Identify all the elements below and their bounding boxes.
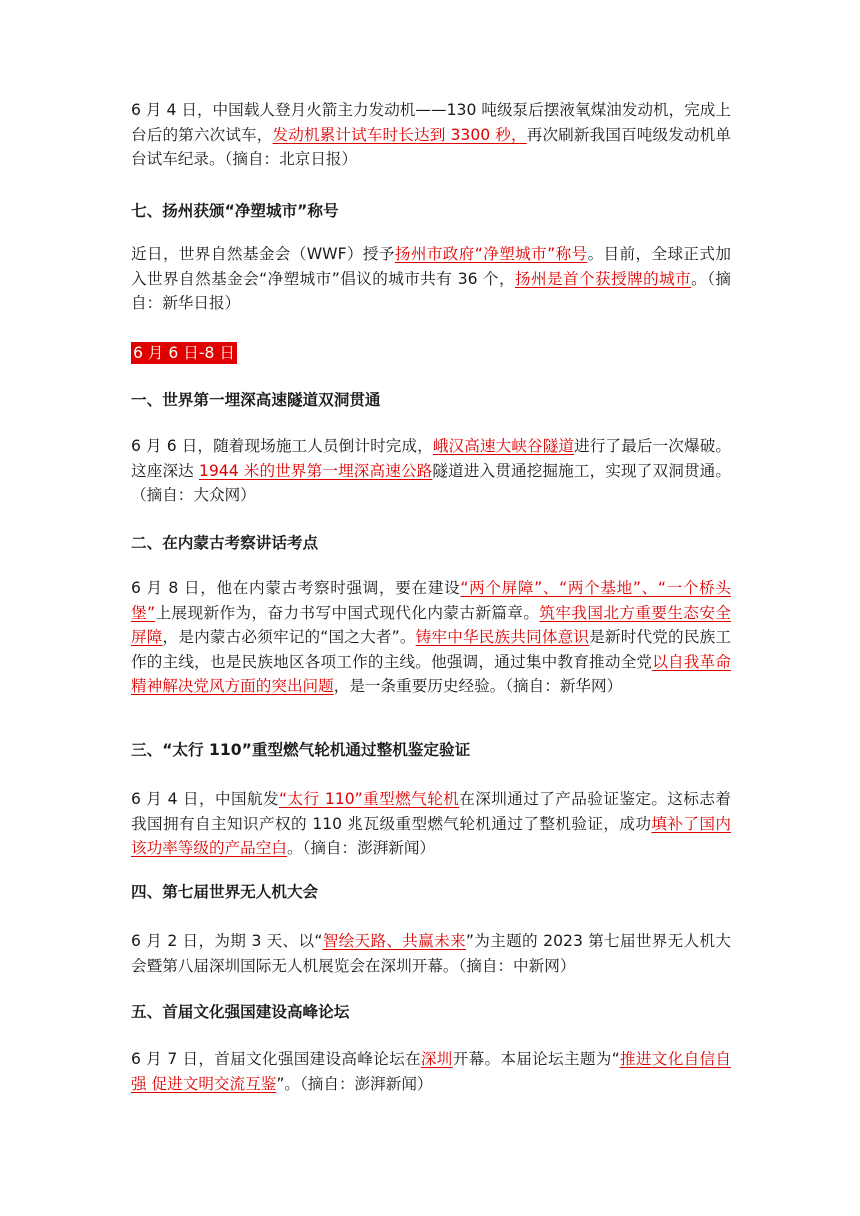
highlighted-text: “太行 110”重型燃气轮机: [279, 790, 460, 808]
paragraph-yangzhou: [131, 242, 731, 316]
body-text: ”。（摘自：澎湃新闻）: [276, 1074, 433, 1093]
highlighted-text: 智绘天路、共赢未来: [322, 932, 466, 950]
paragraph-tunnel: [131, 434, 731, 508]
body-text: 隧道进入贯通挖掘施工，实现了双洞贯通。（摘自：大众网）: [131, 461, 731, 504]
highlighted-text: 筑牢我国北方重要生态安全屏障: [131, 603, 731, 646]
heading-inner-mongolia: 二、在内蒙古考察讲话考点: [131, 534, 319, 552]
highlighted-text: 深圳: [420, 1050, 453, 1068]
body-text: 6 月 4 日，中国航发: [131, 790, 280, 808]
body-text: 。（摘自：澎湃新闻）: [286, 839, 436, 857]
highlighted-text: 填补了国内该功率等级的产品空白: [131, 814, 731, 857]
body-text: 开幕。本届论坛主题为“: [452, 1050, 620, 1068]
heading-drone-conference: 四、第七届世界无人机大会: [131, 883, 319, 901]
paragraph-culture-forum: [131, 1047, 731, 1096]
body-text: 进行了最后一次爆破。这座深达: [131, 437, 731, 480]
date-range-badge: [131, 342, 731, 364]
highlighted-text: 铸牢中华民族共同体意识: [415, 628, 590, 646]
body-text: ，是内蒙古必须牢记的“国之大者”。: [162, 628, 416, 646]
body-text: 是新时代党的民族工作的主线，也是民族地区各项工作的主线。他强调，通过集中教育推动全党: [131, 628, 731, 671]
heading-gas-turbine: 三、“太行 110”重型燃气轮机通过整机鉴定验证: [131, 741, 471, 759]
highlighted-text: 扬州是首个获授牌的城市: [514, 269, 692, 288]
body-text: 6 月 6 日，随着现场施工人员倒计时完成，: [131, 437, 433, 455]
highlighted-text: 扬州市政府“净塑城市”称号: [394, 245, 588, 263]
body-text: 。（摘自：新华日报）: [131, 269, 731, 312]
heading-yangzhou: 七、扬州获颁“净塑城市”称号: [131, 202, 339, 220]
paragraph-drone-conference: [131, 929, 731, 978]
body-text: 。目前，全球正式加入世界自然基金会“净塑城市”倡议的城市共有 36 个，: [131, 245, 731, 288]
heading-culture-forum: 五、首届文化强国建设高峰论坛: [131, 1003, 350, 1021]
body-text: 6 月 4 日，中国载人登月火箭主力发动机——130 吨级泵后摆液氧煤油发动机，完成上台后的第六次试车，: [131, 101, 731, 144]
body-text: 再次刷新我国百吨级发动机单台试车纪录。（摘自：北京日报）: [131, 125, 731, 168]
body-text: 6 月 8 日，他在内蒙古考察时强调，要在建设: [131, 579, 461, 597]
heading-tunnel: 一、世界第一埋深高速隧道双洞贯通: [131, 391, 381, 409]
date-range-label: 6 月 6 日-8 日: [133, 344, 235, 362]
highlighted-text: 峨汉高速大峡谷隧道: [432, 437, 575, 455]
highlighted-text: 推进文化自信自强 促进文明交流互鉴: [131, 1050, 731, 1093]
body-text: 上展现新作为，奋力书写中国式现代化内蒙古新篇章。: [155, 603, 540, 622]
highlighted-text: 发动机累计试车时长达到 3300 秒，: [272, 125, 527, 144]
paragraph-inner-mongolia: [131, 576, 731, 699]
highlighted-text: “两个屏障”、“两个基地”、“一个桥头堡”: [131, 579, 731, 622]
paragraph-gas-turbine: [131, 787, 731, 861]
highlighted-text: 1944 米的世界第一埋深高速公路: [198, 461, 433, 480]
body-text: 6 月 7 日，首届文化强国建设高峰论坛在: [131, 1050, 421, 1068]
body-text: 6 月 2 日，为期 3 天、以“: [131, 932, 323, 950]
body-text: ”为主题的 2023 第七届世界无人机大会暨第八届深圳国际无人机展览会在深圳开幕。（摘自：中新网）: [131, 932, 731, 975]
body-text: ，是一条重要历史经验。（摘自：新华网）: [333, 677, 623, 695]
paragraph-rocket-engine: [131, 98, 731, 172]
highlighted-text: 以自我革命精神解决党风方面的突出问题: [131, 652, 731, 695]
body-text: 近日，世界自然基金会（WWF）授予: [131, 245, 395, 263]
body-text: 在深圳通过了产品验证鉴定。这标志着我国拥有自主知识产权的 110 兆瓦级重型燃气轮机通过了整机验证，成功: [131, 790, 731, 833]
